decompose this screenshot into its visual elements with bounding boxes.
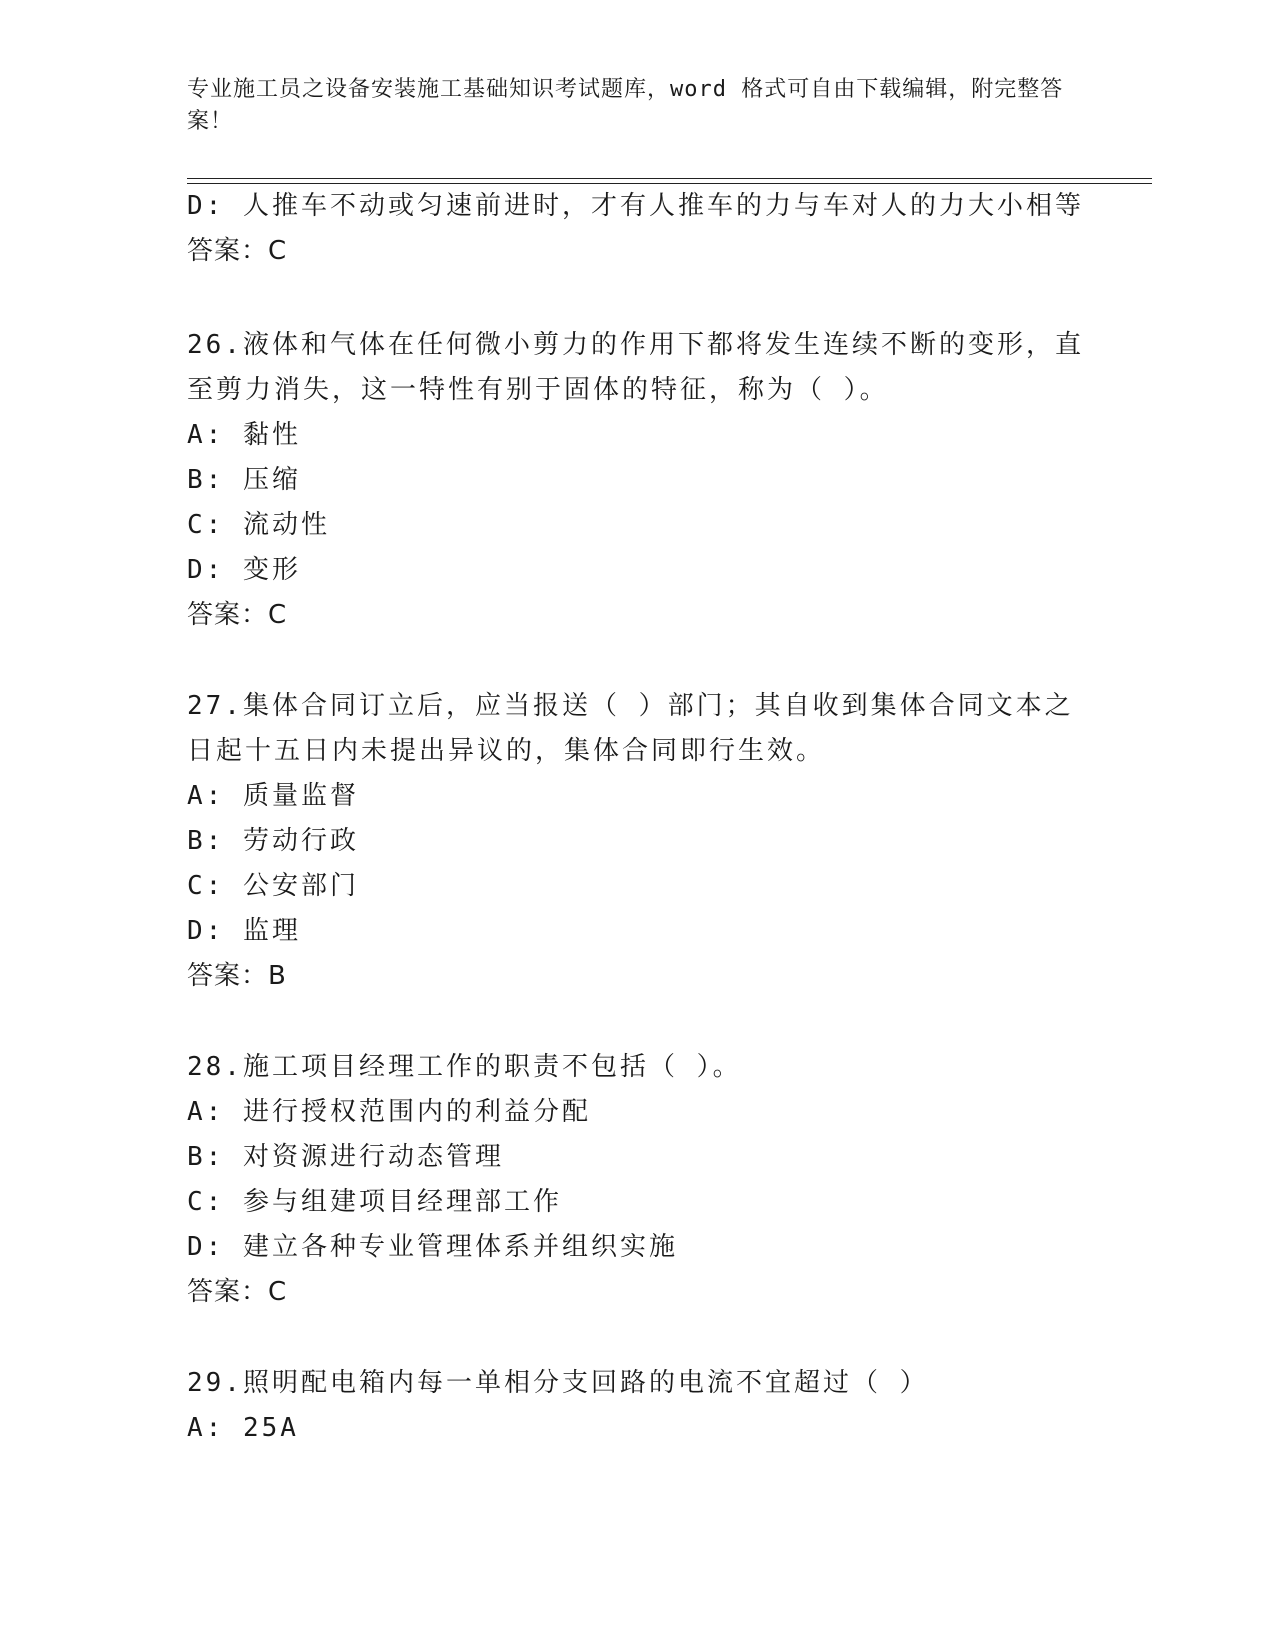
answer-line: 答案：C (187, 236, 288, 266)
question-29-option-a: A: 25A (187, 1413, 299, 1443)
question-27-option-d: D: 监理 (187, 916, 301, 946)
header-divider-top (187, 178, 1152, 179)
question-27-option-a: A: 质量监督 (187, 781, 359, 811)
question-27-option-c: C: 公安部门 (187, 871, 359, 901)
question-26-option-b: B: 压缩 (187, 465, 301, 495)
question-26-stem-line2: 至剪力消失，这一特性有别于固体的特征，称为（ ）。 (187, 375, 889, 405)
header-divider-bottom (187, 183, 1152, 184)
question-28-stem-line1: 28.施工项目经理工作的职责不包括（ ）。 (187, 1052, 742, 1082)
document-header: 专业施工员之设备安装施工基础知识考试题库，word 格式可自由下载编辑，附完整答案！ (187, 77, 1064, 134)
question-27-stem-line1: 27.集体合同订立后，应当报送（ ）部门；其自收到集体合同文本之 (187, 691, 1074, 721)
question-27-stem-line2: 日起十五日内未提出异议的，集体合同即行生效。 (187, 736, 826, 766)
question-27-answer: 答案：B (187, 961, 287, 991)
question-26-option-c: C: 流动性 (187, 510, 330, 540)
question-28-option-b: B: 对资源进行动态管理 (187, 1142, 504, 1172)
question-26-option-a: A: 黏性 (187, 420, 301, 450)
question-26-option-d: D: 变形 (187, 555, 301, 585)
option-d: D: 人推车不动或匀速前进时，才有人推车的力与车对人的力大小相等 (187, 191, 1084, 221)
question-28-option-d: D: 建立各种专业管理体系并组织实施 (187, 1232, 678, 1262)
question-26-answer: 答案：C (187, 600, 288, 630)
question-28-option-a: A: 进行授权范围内的利益分配 (187, 1097, 591, 1127)
question-28-option-c: C: 参与组建项目经理部工作 (187, 1187, 562, 1217)
question-27-option-b: B: 劳动行政 (187, 826, 359, 856)
question-28-answer: 答案：C (187, 1277, 288, 1307)
question-26-stem-line1: 26.液体和气体在任何微小剪力的作用下都将发生连续不断的变形，直 (187, 330, 1084, 360)
question-29-stem-line1: 29.照明配电箱内每一单相分支回路的电流不宜超过（ ） (187, 1368, 929, 1398)
